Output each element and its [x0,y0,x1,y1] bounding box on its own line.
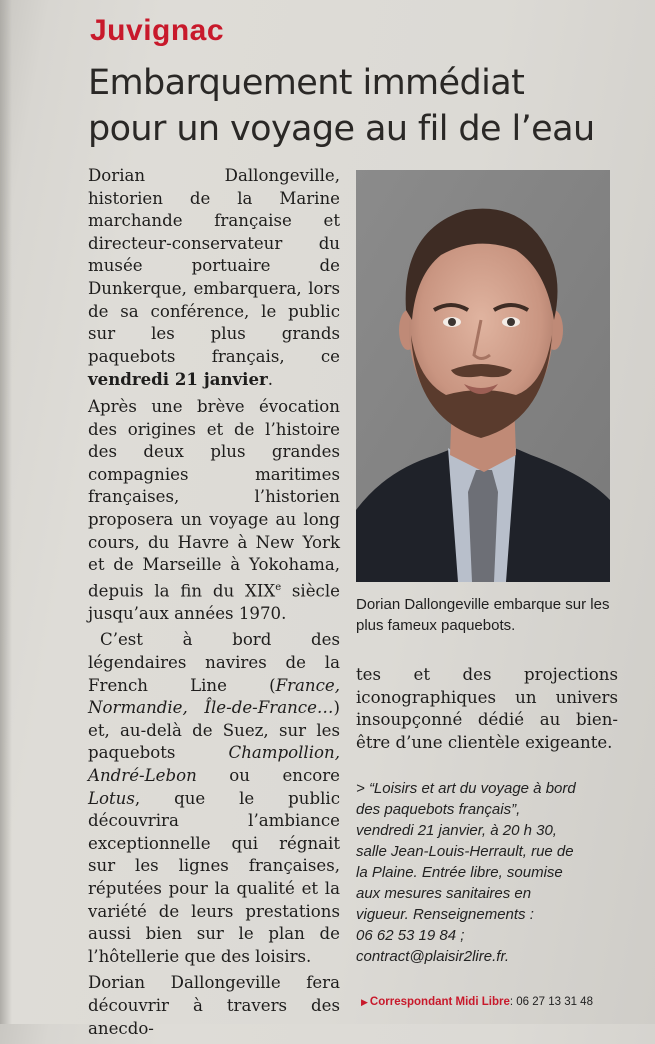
headline-line-1: Embarquement immédiat [88,63,525,103]
article-right-column [356,664,618,754]
paragraph-anecdotes: Dorian Dallongeville fera découvrir à travers des anecdo- [88,973,340,1038]
credit-phone: : 06 27 13 31 48 [509,996,593,1008]
event-info-box [356,778,618,967]
info-line-4: salle Jean-Louis-Herrault, rue de [356,843,574,860]
paragraph-continuation: tes et des projections iconographiques un univers insoupçonné dédié au bien-être d’une clientèle exigeante. [356,665,618,752]
headline [88,60,648,152]
portrait-illustration [356,170,610,582]
info-line-9: contract@plaisir2lire.fr. [356,948,510,965]
info-line-7: vigueur. Renseignements : [356,906,534,923]
section-title: Juvignac [90,14,225,47]
portrait-photo [356,170,610,582]
paragraph-ships: C’est à bord des légendaires navires de la French Line (France, Normandie, Île-de-France…) et, au-delà de Suez, sur les paquebots Champollion, André-Lebon ou encore Lotus, que le public découvrira l’ambiance exceptionnelle qui régnait sur les lignes françaises, réputées pour la qualité et la variété de leurs prestations aussi bien sur le plan de l’hôtellerie que des loisirs. [88,630,340,966]
info-line-3: vendredi 21 janvier, à 20 h 30, [356,822,557,839]
triangle-icon: ▶ [361,997,368,1007]
info-line-2: des paquebots français”, [356,801,521,818]
paragraph-intro: Dorian Dallongeville, historien de la Marine marchande française et directeur-conservateur du musée portuaire de Dunkerque, embarquera, lors de sa conférence, le public sur les plus grands paquebots français, ce vendredi 21 janvier. [88,166,340,390]
paragraph-history: Après une brève évocation des origines et de l’histoire des deux plus grandes compagnies maritimes françaises, l’historien proposera un voyage au long cours, du Havre à New York et de Marseille à Yokohama, depuis la fin du XIXe siècle jusqu’aux années 1970. [88,396,340,623]
info-line-1: > “Loisirs et art du voyage à bord [356,780,576,797]
info-line-6: aux mesures sanitaires en [356,885,532,902]
credit-label: Correspondant Midi Libre [369,996,510,1008]
article-left-column [88,165,340,1044]
headline-line-2: pour un voyage au fil de l’eau [88,109,595,149]
correspondent-credit [361,996,593,1008]
page-shadow [0,0,12,1024]
info-line-5: la Plaine. Entrée libre, soumise [356,864,563,881]
photo-caption: Dorian Dallongeville embarque sur les plus fameux paquebots. [356,596,610,634]
info-line-8: 06 62 53 19 84 ; [356,927,465,944]
